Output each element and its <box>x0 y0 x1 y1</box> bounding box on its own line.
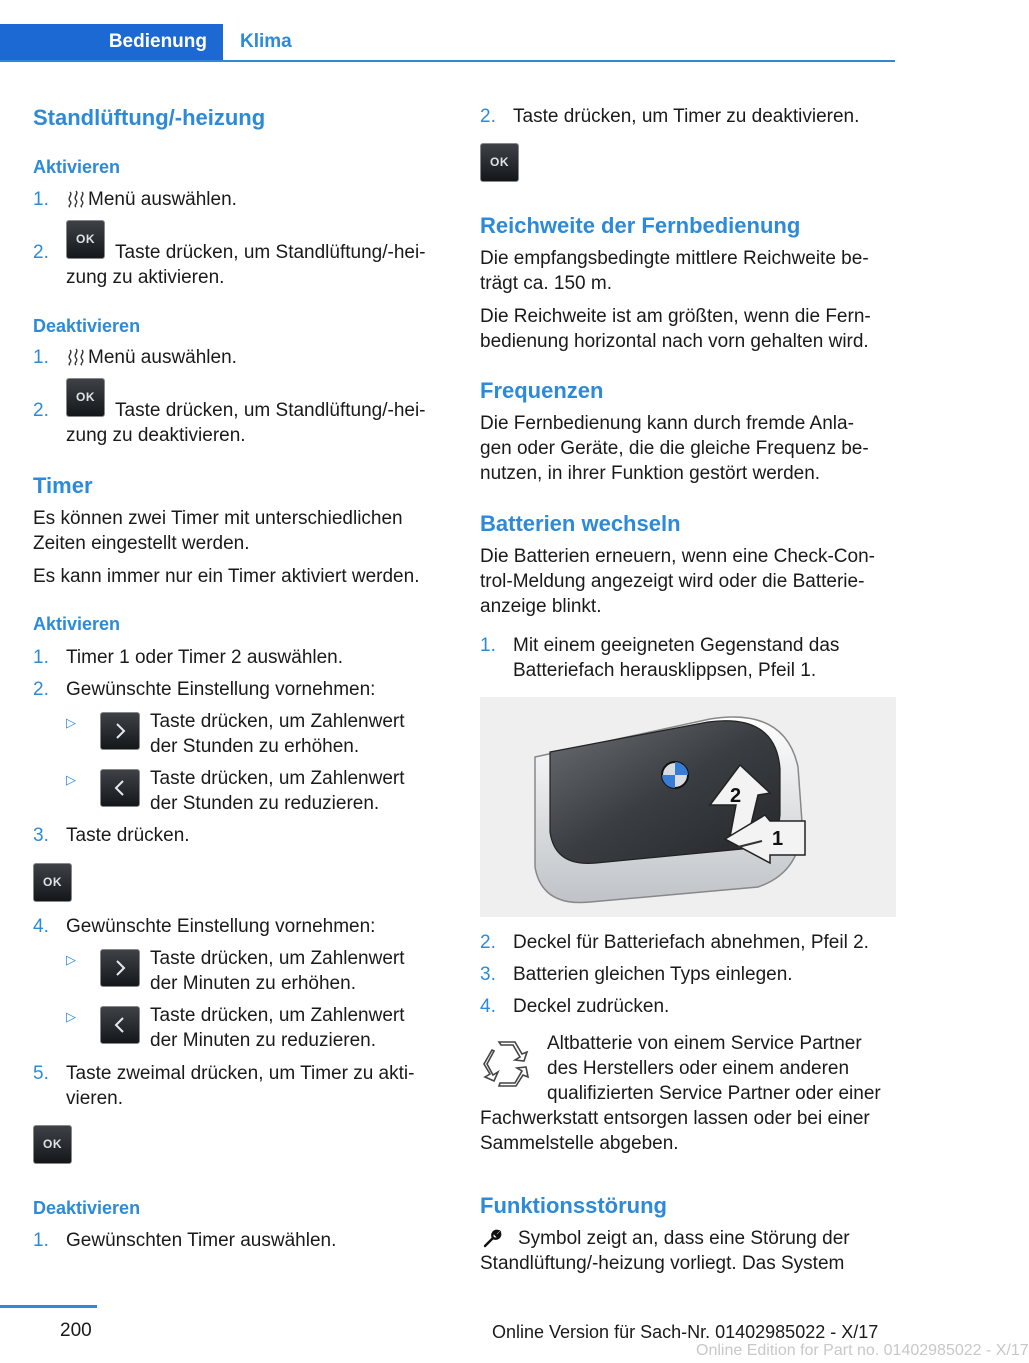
subheading-deaktivieren: Deaktivieren <box>33 316 141 336</box>
tab-klima[interactable]: Klima <box>240 31 292 52</box>
list-text: Menü auswählen. <box>88 347 237 368</box>
list-number: 1. <box>33 189 49 210</box>
list-text: zung zu aktivieren. <box>66 267 225 288</box>
note-text: qualifizierten Service Partner oder einer <box>547 1083 881 1104</box>
bullet-icon: ▷ <box>66 772 76 787</box>
paragraph: Standlüftung/-heizung vorliegt. Das System <box>480 1253 845 1274</box>
bullet-icon: ▷ <box>66 715 76 730</box>
chevron-left-button-icon <box>100 1006 140 1044</box>
paragraph: trol-Meldung angezeigt wird oder die Batterie‐ <box>480 571 865 592</box>
list-text: Taste drücken, um Zahlenwert <box>150 768 405 789</box>
list-number: 2. <box>480 932 496 953</box>
subheading-aktivieren: Aktivieren <box>33 614 121 634</box>
subheading-deaktivieren: Deaktivieren <box>33 1198 141 1218</box>
list-text: Taste drücken, um Zahlenwert <box>150 1005 405 1026</box>
paragraph: Es kann immer nur ein Timer aktiviert werden. <box>33 566 420 587</box>
list-number: 3. <box>480 964 496 985</box>
ok-button-icon: OK <box>66 378 105 417</box>
list-text: Gewünschte Einstellung vornehmen: <box>66 679 376 700</box>
note-text: Fachwerkstatt entsorgen lassen oder bei einer <box>480 1108 870 1129</box>
ventilation-icon <box>68 348 84 366</box>
list-text: Mit einem geeigneten Gegenstand das <box>513 635 840 656</box>
paragraph: Die Fernbedienung kann durch fremde Anla‐ <box>480 413 854 434</box>
paragraph: Die empfangsbedingte mittlere Reichweite be‐ <box>480 248 869 269</box>
chevron-right-button-icon <box>100 949 140 987</box>
list-number: 4. <box>480 996 496 1017</box>
list-text: Taste drücken, um Zahlenwert <box>150 948 405 969</box>
list-text: der Minuten zu reduzieren. <box>150 1030 377 1051</box>
list-text: Taste zweimal drücken, um Timer zu akti‐ <box>66 1063 415 1084</box>
list-number: 3. <box>33 825 49 846</box>
list-number: 2. <box>33 400 49 421</box>
list-number: 2. <box>33 679 49 700</box>
section-title-reichweite: Reichweite der Fernbedienung <box>480 213 801 238</box>
paragraph: gen oder Geräte, die die gleiche Frequenz be‐ <box>480 438 869 459</box>
watermark: Online Edition for Part no. 01402985022 - X/17 <box>696 1342 1029 1359</box>
list-number: 1. <box>33 647 49 668</box>
chevron-right-button-icon <box>100 712 140 750</box>
list-number: 2. <box>480 106 496 127</box>
list-text: Deckel zudrücken. <box>513 996 670 1017</box>
ok-button-icon: OK <box>33 863 72 902</box>
list-text: Batterien gleichen Typs einlegen. <box>513 964 793 985</box>
list-text: zung zu deaktivieren. <box>66 425 246 446</box>
note-text: des Herstellers oder einem anderen <box>547 1058 850 1079</box>
section-title-frequenzen: Frequenzen <box>480 378 604 403</box>
paragraph: bedienung horizontal nach vorn gehalten wird. <box>480 331 869 352</box>
paragraph: Symbol zeigt an, dass eine Störung der <box>518 1228 850 1249</box>
chevron-left-button-icon <box>100 769 140 807</box>
paragraph: trägt ca. 150 m. <box>480 273 613 294</box>
list-number: 4. <box>33 916 49 937</box>
list-text: Timer 1 oder Timer 2 auswählen. <box>66 647 344 668</box>
list-text: Batteriefach herausklippsen, Pfeil 1. <box>513 660 817 681</box>
list-number: 1. <box>33 347 49 368</box>
section-title-batterien: Batterien wechseln <box>480 511 681 536</box>
recycling-icon <box>482 1037 532 1087</box>
list-number: 2. <box>33 242 49 263</box>
section-title-standlueftung: Standlüftung/-heizung <box>33 105 266 130</box>
list-text: Taste drücken. <box>66 825 190 846</box>
ventilation-icon <box>68 190 84 208</box>
footer-rule <box>0 1305 97 1308</box>
section-title-timer: Timer <box>33 473 93 498</box>
list-text: der Stunden zu erhöhen. <box>150 736 360 757</box>
section-title-funktionsstoerung: Funktionsstörung <box>480 1193 667 1218</box>
list-text: Taste drücken, um Standlüftung/-hei‐ <box>115 242 426 263</box>
list-text: Gewünschte Einstellung vornehmen: <box>66 916 376 937</box>
list-text: Taste drücken, um Zahlenwert <box>150 711 405 732</box>
list-number: 1. <box>480 635 496 656</box>
tab-bedienung[interactable]: Bedienung <box>0 24 223 60</box>
key-battery-illustration <box>480 697 896 917</box>
list-text: Menü auswählen. <box>88 189 237 210</box>
list-text: Gewünschten Timer auswählen. <box>66 1230 337 1251</box>
list-text: der Minuten zu erhöhen. <box>150 973 356 994</box>
list-number: 1. <box>33 1230 49 1251</box>
paragraph: anzeige blinkt. <box>480 596 602 617</box>
bullet-icon: ▷ <box>66 952 76 967</box>
paragraph: Die Reichweite ist am größten, wenn die Fern‐ <box>480 306 871 327</box>
bullet-icon: ▷ <box>66 1009 76 1024</box>
paragraph: Es können zwei Timer mit unterschiedlichen <box>33 508 403 529</box>
note-text: Altbatterie von einem Service Partner <box>547 1033 862 1054</box>
paragraph: Zeiten eingestellt werden. <box>33 533 250 554</box>
header-tabbar <box>0 24 895 62</box>
list-text: vieren. <box>66 1088 124 1109</box>
illustration-label-1: 1 <box>772 828 784 850</box>
illustration-label-2: 2 <box>730 785 742 807</box>
online-version-note: Online Version für Sach-Nr. 01402985022 - X/17 <box>492 1322 879 1342</box>
list-number: 5. <box>33 1063 49 1084</box>
list-text: der Stunden zu reduzieren. <box>150 793 380 814</box>
ok-button-icon: OK <box>66 220 105 259</box>
ok-button-icon: OK <box>33 1125 72 1164</box>
paragraph: Die Batterien erneuern, wenn eine Check-Con‐ <box>480 546 875 567</box>
list-text: Taste drücken, um Standlüftung/-hei‐ <box>115 400 426 421</box>
paragraph: nutzen, in ihrer Funktion gestört werden. <box>480 463 821 484</box>
list-text: Taste drücken, um Timer zu deaktivieren. <box>513 106 860 127</box>
subheading-aktivieren: Aktivieren <box>33 157 121 177</box>
wrench-icon <box>482 1229 502 1249</box>
list-text: Deckel für Batteriefach abnehmen, Pfeil 2. <box>513 932 869 953</box>
ok-button-icon: OK <box>480 143 519 182</box>
page-number: 200 <box>60 1320 92 1341</box>
note-text: Sammelstelle abgeben. <box>480 1133 679 1154</box>
